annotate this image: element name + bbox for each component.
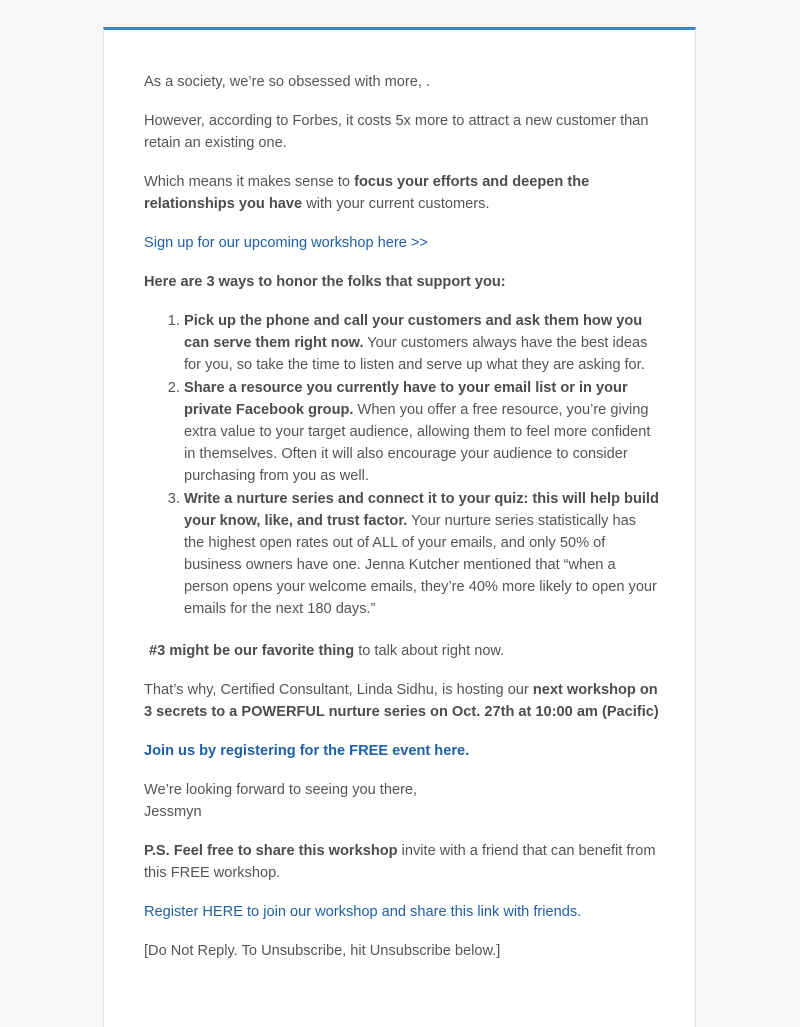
email-card (103, 27, 696, 1027)
hosting-text-pre: That’s why, Certified Consultant, Linda Sidhu, is hosting our (144, 682, 533, 698)
list-item-text: Your customers always have the best ideas for you, so take the time to listen and serve up what they are asking for. (184, 335, 648, 373)
favorite-text: to talk about right now. (354, 643, 505, 659)
register-share-link[interactable]: Register HERE to join our workshop and share this link with friends. (144, 904, 582, 920)
ways-heading-text: Here are 3 ways to honor the folks that support you: (144, 274, 506, 290)
ps-text: invite with a friend that can benefit from this FREE workshop. (144, 843, 656, 881)
ways-heading (144, 271, 660, 293)
focus-text-bold: focus your efforts and deepen the relationships you have (144, 174, 590, 212)
focus-paragraph (144, 171, 660, 215)
join-paragraph (144, 740, 660, 762)
signoff (144, 779, 660, 823)
hosting-text-bold: next workshop on 3 secrets to a POWERFUL nurture series on Oct. 27th at 10:00 am (Pacific) (144, 682, 659, 720)
signup-workshop-link[interactable]: Sign up for our upcoming workshop here >> (144, 235, 428, 251)
join-event-link[interactable]: Join us by registering for the FREE event here. (144, 743, 470, 759)
list-item-bold: Write a nurture series and connect it to your quiz: this will help build your know, like, and trust factor. (184, 491, 659, 529)
hosting-paragraph (144, 679, 660, 723)
intro-paragraph: As a society, we’re so obsessed with more, . (144, 74, 431, 90)
signature-name: Jessmyn (144, 804, 202, 820)
list-item (184, 377, 660, 487)
ways-list (144, 310, 660, 620)
list-item-text: When you offer a free resource, you’re giving extra value to your target audience, allowing them to feel more confident in themselves. Often it will also encourage your audience to consider purchasing from you as well. (184, 402, 651, 484)
list-item (184, 310, 660, 376)
focus-text-post: with your current customers. (302, 196, 490, 212)
list-item-text: Your nurture series statistically has the highest open rates out of ALL of your emails, and only 50% of business owners have one. Jenna Kutcher mentioned that “when a person opens your welcome emails, they’re 40% more likely to open your emails for the next 180 days.” (184, 513, 657, 617)
footer-note: [Do Not Reply. To Unsubscribe, hit Unsubscribe below.] (144, 943, 501, 959)
forbes-paragraph: However, according to Forbes, it costs 5x more to attract a new customer than retain an existing one. (144, 113, 649, 151)
ps-paragraph (144, 840, 660, 884)
register-paragraph (144, 901, 660, 923)
ps-bold: P.S. Feel free to share this workshop (144, 843, 398, 859)
signup-paragraph (144, 232, 660, 254)
favorite-paragraph (144, 640, 660, 662)
email-body (144, 71, 660, 979)
list-item (184, 488, 660, 620)
list-item-bold: Share a resource you currently have to your email list or in your private Facebook group. (184, 380, 628, 418)
favorite-bold: #3 might be our favorite thing (149, 643, 355, 659)
focus-text-pre: Which means it makes sense to (144, 174, 355, 190)
closing-line: We’re looking forward to seeing you there, (144, 782, 418, 798)
list-item-bold: Pick up the phone and call your customers and ask them how you can serve them right now. (184, 313, 643, 351)
